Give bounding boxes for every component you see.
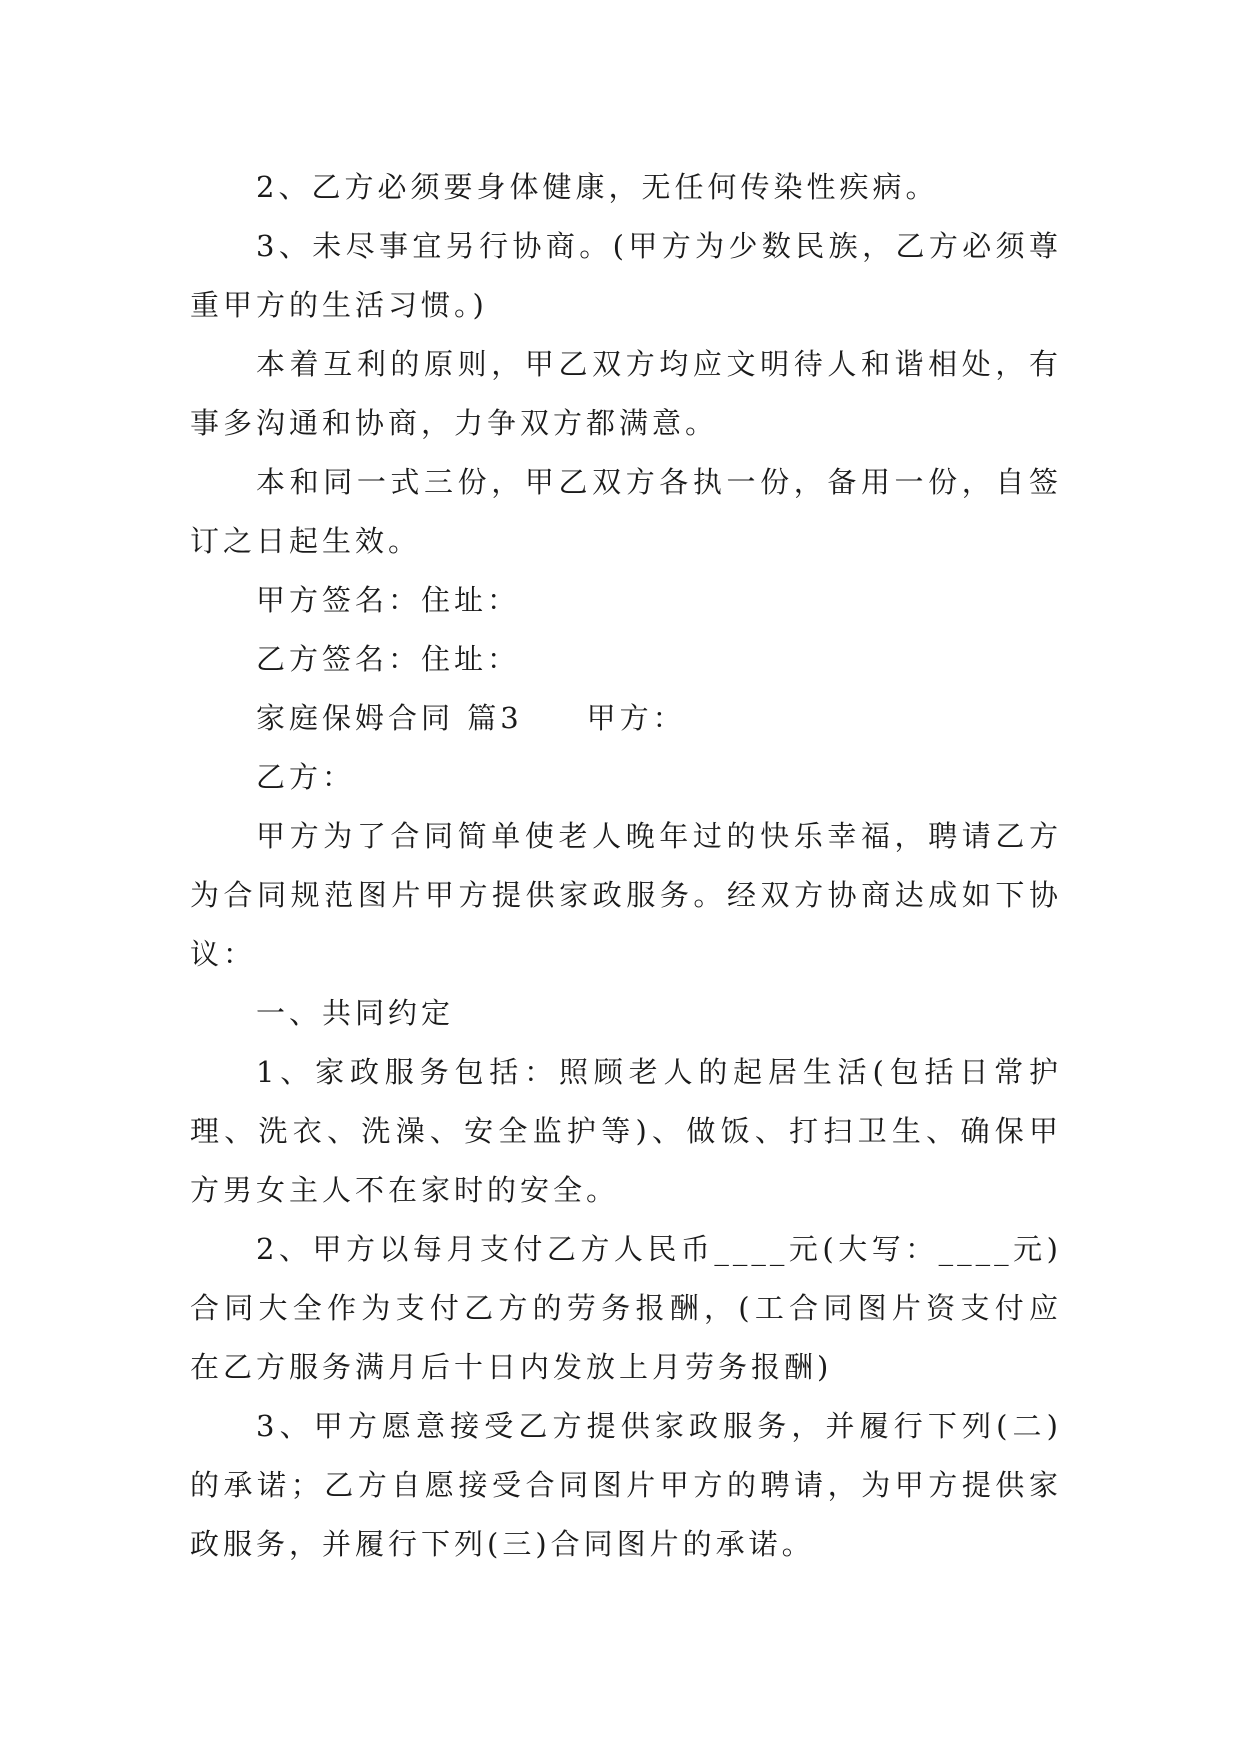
- heading-common-agreement: 一、共同约定: [256, 996, 455, 1030]
- party-b-label: 乙方：: [256, 760, 356, 794]
- paragraph-purpose: 甲方为了合同简单使老人晚年过的快乐幸福，聘请乙方为合同规范图片甲方提供家政服务。经双方协商达成如下协议：: [190, 819, 1062, 971]
- paragraph-payment: 2、甲方以每月支付乙方人民币____元(大写：____元)合同大全作为支付乙方的劳务报酬，(工合同图片资支付应在乙方服务满月后十日内发放上月劳务报酬): [190, 1232, 1062, 1384]
- section-title-line: [190, 689, 1062, 748]
- party-a-signature-line: 甲方签名：住址：: [256, 583, 521, 617]
- paragraph-mutual-benefit: 本着互利的原则，甲乙双方均应文明待人和谐相处，有事多沟通和协商，力争双方都满意。: [190, 347, 1062, 440]
- party-b-signature-line: 乙方签名：住址：: [256, 642, 521, 676]
- paragraph-acceptance: 3、甲方愿意接受乙方提供家政服务，并履行下列(二)的承诺；乙方自愿接受合同图片甲方的聘请，为甲方提供家政服务，并履行下列(三)合同图片的承诺。: [190, 1409, 1062, 1561]
- contract-section-title: 家庭保姆合同 篇3: [256, 701, 523, 735]
- party-a-label: 甲方：: [586, 701, 686, 735]
- paragraph-copies: 本和同一式三份，甲乙双方各执一份，备用一份，自签订之日起生效。: [190, 465, 1062, 558]
- paragraph-health-requirement: 2、乙方必须要身体健康，无任何传染性疾病。: [256, 170, 939, 204]
- document-body: [190, 158, 1062, 1574]
- paragraph-other-matters: 3、未尽事宜另行协商。(甲方为少数民族，乙方必须尊重甲方的生活习惯。): [190, 229, 1062, 322]
- paragraph-service-scope: 1、家政服务包括：照顾老人的起居生活(包括日常护理、洗衣、洗澡、安全监护等)、做饭、打扫卫生、确保甲方男女主人不在家时的安全。: [190, 1055, 1062, 1207]
